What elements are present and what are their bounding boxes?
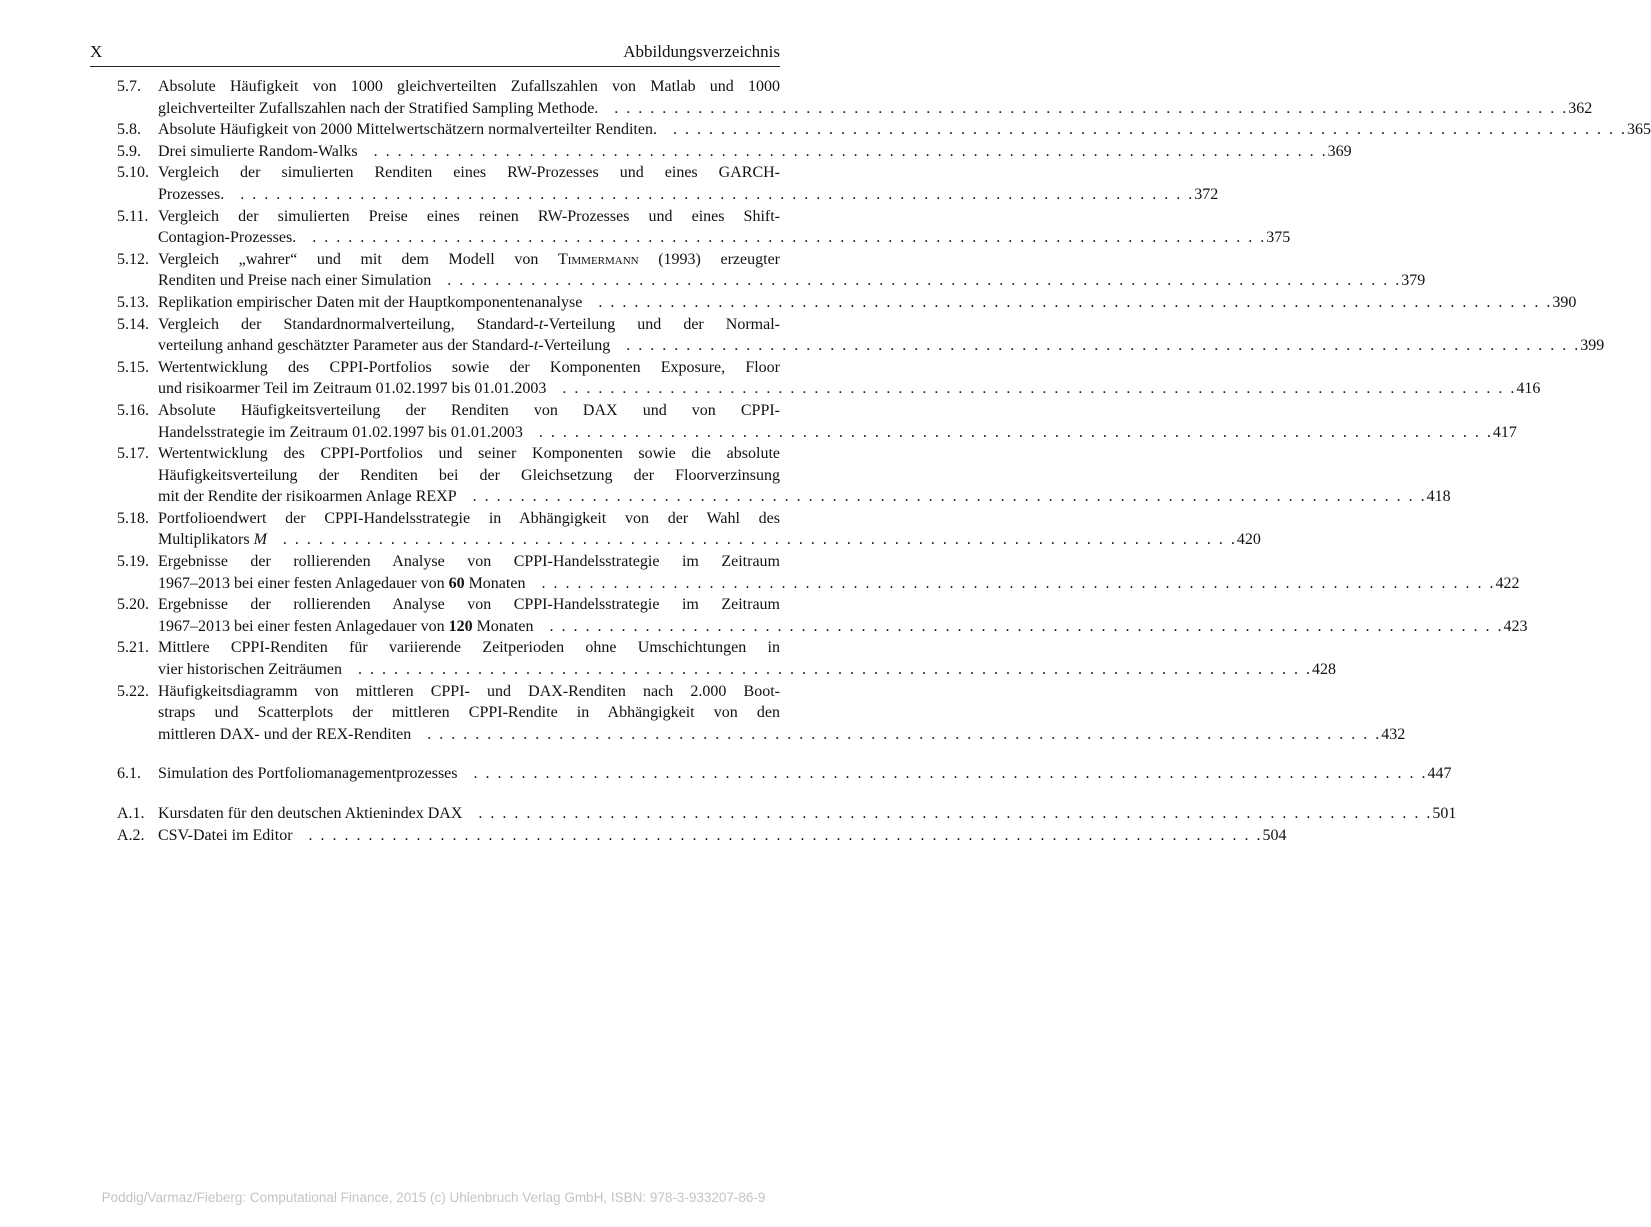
figure-number: A.2. [117,826,145,844]
caption-last-line [158,378,1541,400]
text-segment: Mittlere CPPI-Renditen für variierende Zeitperioden ohne Umschichtungen in [158,639,780,657]
caption-text [158,486,457,508]
figure-number: 5.13. [117,293,149,311]
figure-caption [158,681,1406,746]
page-number[interactable]: 423 [1503,617,1528,635]
figure-entry[interactable] [117,76,1593,119]
page-number[interactable]: 420 [1236,531,1261,549]
dot-leader: . . . . . . . . . . . . . . . . . . . . . . . . . . . . . . . . . . . . . . . . . . . . . . . . . . . . . . . . . . . . . . . . . . . . . . . . . . . . . . . . [274,531,1235,549]
caption-last-line [158,529,1261,551]
page-number[interactable]: 362 [1568,99,1593,117]
figure-entry[interactable] [117,357,1541,400]
caption-last-line [158,724,1406,746]
figure-caption [158,119,1651,141]
text-segment: Kursdaten für den deutschen Aktienindex DAX [158,805,463,822]
figure-caption [158,162,1219,205]
dot-leader: . . . . . . . . . . . . . . . . . . . . . . . . . . . . . . . . . . . . . . . . . . . . . . . . . . . . . . . . . . . . . . . . . . . . . . . . . . . . . . . . [304,229,1265,247]
caption-last-line [158,119,1651,141]
figure-caption [158,314,1605,357]
caption-text [158,616,533,638]
figure-caption [158,825,1287,847]
running-header [90,42,780,67]
page-number[interactable]: 399 [1580,337,1605,355]
figure-number: A.1. [117,805,145,822]
caption-last-line [158,335,1605,357]
caption-line [158,594,780,616]
text-segment: Wertentwicklung des CPPI-Portfolios und seiner Komponenten sowie die absolute [158,445,780,463]
text-segment: Wertentwicklung des CPPI-Portfolios sowie der Komponenten Exposure, Floor [158,358,780,376]
section-gap [117,785,780,803]
text-segment: mit der Rendite der risikoarmen Anlage REXP [158,488,457,506]
page-number[interactable]: 418 [1426,488,1451,506]
caption-line [158,314,780,336]
text-segment: 120 [448,617,473,635]
caption-line [158,400,780,422]
dot-leader: . . . . . . . . . . . . . . . . . . . . . . . . . . . . . . . . . . . . . . . . . . . . . . . . . . . . . . . . . . . . . . . . . . . . . . . . . . . . . . . . [470,805,1431,822]
figure-caption [158,763,1452,785]
figure-caption [158,508,1261,551]
caption-text [158,825,293,847]
caption-last-line [158,803,1457,825]
caption-line [158,465,780,487]
figure-caption [158,76,1593,119]
section-gap [117,745,780,763]
figure-caption [158,357,1541,400]
caption-text [158,378,546,400]
page-number[interactable]: 432 [1381,725,1406,743]
figure-entry[interactable] [117,400,1517,443]
figure-number: 5.20. [117,596,149,614]
caption-line [158,206,780,228]
page-number[interactable]: 422 [1495,574,1520,592]
page-number[interactable]: 379 [1401,272,1426,290]
dot-leader: . . . . . . . . . . . . . . . . . . . . . . . . . . . . . . . . . . . . . . . . . . . . . . . . . . . . . . . . . . . . . . . . . . . . . . . . . . . . . . . . [419,725,1380,743]
caption-last-line [158,616,1528,638]
figure-entry[interactable] [117,206,1291,249]
text-segment: Multiplikators [158,531,254,549]
caption-line [158,681,780,703]
figure-entry[interactable] [117,681,1406,746]
text-segment: Prozesses. [158,185,225,203]
page-number[interactable]: 372 [1194,185,1219,203]
list-of-figures [117,76,1651,846]
text-segment: 1967–2013 bei einer festen Anlagedauer von [158,617,449,635]
dot-leader: . . . . . . . . . . . . . . . . . . . . . . . . . . . . . . . . . . . . . . . . . . . . . . . . . . . . . . . . . . . . . . . . . . . . . . . . . . . . . . . . [530,423,1491,441]
figure-entry[interactable] [117,249,1426,292]
figure-caption [158,443,1451,508]
figure-entry[interactable] [117,825,1287,847]
text-segment: 1967–2013 bei einer festen Anlagedauer von [158,574,449,592]
text-segment: Monaten [464,574,526,592]
text-segment: Renditen und Preise nach einer Simulation [158,272,432,290]
dot-leader: . . . . . . . . . . . . . . . . . . . . . . . . . . . . . . . . . . . . . . . . . . . . . . . . . . . . . . . . . . . . . . . . . . . . . . . . . . . . . . . . [606,99,1567,117]
figure-number: 5.15. [117,358,149,376]
caption-last-line [158,292,1577,314]
figure-entry[interactable] [117,508,1261,551]
dot-leader: . . . . . . . . . . . . . . . . . . . . . . . . . . . . . . . . . . . . . . . . . . . . . . . . . . . . . . . . . . . . . . . . . . . . . . . . . . . . . . . . [232,185,1193,203]
figure-caption [158,400,1517,443]
figure-entry[interactable] [117,292,1577,314]
copyright-watermark: Poddig/Varmaz/Fieberg: Computational Finance, 2015 (c) Uhlenbruch Verlag GmbH, ISBN: 978-3-933207-86-9 [101,1190,766,1205]
page-number[interactable]: 417 [1492,423,1517,441]
dot-leader: . . . . . . . . . . . . . . . . . . . . . . . . . . . . . . . . . . . . . . . . . . . . . . . . . . . . . . . . . . . . . . . . . . . . . . . . . . . . . . . . [349,661,1310,679]
caption-line [158,551,780,573]
figure-entry[interactable] [117,119,1651,141]
text-segment: mittleren DAX- und der REX-Renditen [158,725,412,743]
page-number[interactable]: 416 [1516,380,1541,398]
text-segment: straps und Scatterplots der mittleren CPPI-Rendite in Abhängigkeit von den [158,704,780,722]
text-segment: M [253,531,267,549]
caption-last-line [158,422,1517,444]
text-segment: vier historischen Zeiträumen [158,661,342,679]
page-number[interactable]: 501 [1432,805,1457,822]
figure-number: 6.1. [117,765,141,783]
figure-number: 5.12. [117,250,149,268]
text-segment: Handelsstrategie im Zeitraum 01.02.1997 bis 01.01.2003 [158,423,523,441]
caption-text [158,335,610,357]
caption-line [158,76,780,98]
figure-entry[interactable] [117,443,1451,508]
dot-leader: . . . . . . . . . . . . . . . . . . . . . . . . . . . . . . . . . . . . . . . . . . . . . . . . . . . . . . . . . . . . . . . . . . . . . . . . . . . . . . . . [439,272,1400,290]
text-segment: Vergleich der Standardnormalverteilung, Standard- [158,315,539,333]
caption-last-line [158,270,1426,292]
text-segment: und risikoarmer Teil im Zeitraum 01.02.1997 bis 01.01.2003 [158,380,547,398]
text-segment: Simulation des Portfoliomanagementprozesses [158,765,458,783]
caption-last-line [158,184,1219,206]
figure-caption [158,594,1528,637]
text-segment: Absolute Häufigkeit von 2000 Mittelwertschätzern normalverteilter Renditen. [158,121,657,139]
caption-last-line [158,659,1336,681]
caption-line [158,443,780,465]
caption-line [158,702,780,724]
caption-text [158,292,582,314]
caption-last-line [158,763,1452,785]
text-segment: Monaten [472,617,534,635]
page-number-roman: X [90,42,103,61]
dot-leader: . . . . . . . . . . . . . . . . . . . . . . . . . . . . . . . . . . . . . . . . . . . . . . . . . . . . . . . . . . . . . . . . . . . . . . . . . . . . . . . . [365,142,1326,160]
dot-leader: . . . . . . . . . . . . . . . . . . . . . . . . . . . . . . . . . . . . . . . . . . . . . . . . . . . . . . . . . . . . . . . . . . . . . . . . . . . . . . . . [664,121,1625,139]
text-segment: Absolute Häufigkeitsverteilung der Renditen von DAX und von CPPI- [158,401,780,419]
figure-number: 5.8. [117,121,141,139]
text-segment: Vergleich „wahrer“ und mit dem Modell von [158,250,558,268]
figure-caption [158,637,1336,680]
text-segment: Vergleich der simulierten Preise eines reinen RW-Prozesses und eines Shift- [158,207,780,225]
dot-leader: . . . . . . . . . . . . . . . . . . . . . . . . . . . . . . . . . . . . . . . . . . . . . . . . . . . . . . . . . . . . . . . . . . . . . . . . . . . . . . . . [541,617,1502,635]
text-segment: Ergebnisse der rollierenden Analyse von CPPI-Handelsstrategie im Zeitraum [158,553,780,571]
section-title: Abbildungsverzeichnis [623,42,780,61]
text-segment: Contagion-Prozesses. [158,229,297,247]
figure-entry[interactable] [117,803,1457,825]
figure-caption [158,803,1457,825]
text-segment: verteilung anhand geschätzter Parameter aus der Standard- [158,337,534,355]
text-segment: Vergleich der simulierten Renditen eines RW-Prozesses und eines GARCH- [158,164,780,182]
caption-last-line [158,573,1520,595]
figure-number: 5.18. [117,509,149,527]
figure-number: 5.22. [117,682,149,700]
caption-last-line [158,227,1291,249]
figure-number: 5.17. [117,445,149,463]
text-segment: Drei simulierte Random-Walks [158,142,358,160]
page-number[interactable]: 504 [1262,826,1287,844]
caption-last-line [158,825,1287,847]
page-number[interactable]: 369 [1327,142,1352,160]
figure-entry[interactable] [117,551,1520,594]
caption-text [158,270,431,292]
figure-entry[interactable] [117,763,1452,785]
text-segment: Ergebnisse der rollierenden Analyse von CPPI-Handelsstrategie im Zeitraum [158,596,780,614]
figure-number: 5.7. [117,78,141,95]
page-number[interactable]: 375 [1266,229,1291,247]
text-segment: Timmermann [557,250,639,268]
caption-text [158,529,267,551]
figure-number: 5.16. [117,401,149,419]
dot-leader: . . . . . . . . . . . . . . . . . . . . . . . . . . . . . . . . . . . . . . . . . . . . . . . . . . . . . . . . . . . . . . . . . . . . . . . . . . . . . . . . [464,488,1425,506]
page-number[interactable]: 447 [1427,765,1452,783]
figure-caption [158,292,1577,314]
figure-entry[interactable] [117,637,1336,680]
figure-number: 5.11. [117,207,149,225]
dot-leader: . . . . . . . . . . . . . . . . . . . . . . . . . . . . . . . . . . . . . . . . . . . . . . . . . . . . . . . . . . . . . . . . . . . . . . . . . . . . . . . . [300,826,1261,844]
caption-text [158,141,358,163]
text-segment: -Verteilung und der Normal- [543,315,781,333]
dot-leader: . . . . . . . . . . . . . . . . . . . . . . . . . . . . . . . . . . . . . . . . . . . . . . . . . . . . . . . . . . . . . . . . . . . . . . . . . . . . . . . . [590,293,1551,311]
text-segment: (1993) erzeugter [638,250,780,268]
figure-number: 5.10. [117,164,149,182]
figure-entry[interactable] [117,314,1605,357]
figure-number: 5.21. [117,639,149,657]
text-segment: -Verteilung [538,337,611,355]
figure-entry[interactable] [117,594,1528,637]
page-number[interactable]: 365 [1626,121,1651,139]
dot-leader: . . . . . . . . . . . . . . . . . . . . . . . . . . . . . . . . . . . . . . . . . . . . . . . . . . . . . . . . . . . . . . . . . . . . . . . . . . . . . . . . [465,765,1426,783]
page-number[interactable]: 428 [1311,661,1336,679]
figure-entry[interactable] [117,141,1352,163]
figure-caption [158,551,1520,594]
caption-last-line [158,486,1451,508]
text-segment: Häufigkeitsverteilung der Renditen bei der Gleichsetzung der Floorverzinsung [158,466,780,484]
figure-caption [158,249,1426,292]
text-segment: gleichverteilter Zufallszahlen nach der Stratified Sampling Methode. [158,99,599,117]
caption-text [158,98,598,120]
caption-text [158,184,224,206]
dot-leader: . . . . . . . . . . . . . . . . . . . . . . . . . . . . . . . . . . . . . . . . . . . . . . . . . . . . . . . . . . . . . . . . . . . . . . . . . . . . . . . . [533,574,1494,592]
figure-caption [158,206,1291,249]
figure-number: 5.9. [117,142,141,160]
figure-caption [158,141,1352,163]
text-segment: t [533,337,539,355]
figure-number: 5.19. [117,553,149,571]
text-segment: Portfolioendwert der CPPI-Handelsstrategie in Abhängigkeit von der Wahl des [158,509,780,527]
caption-line [158,162,780,184]
caption-line [158,357,780,379]
text-segment: CSV-Datei im Editor [158,826,293,844]
dot-leader: . . . . . . . . . . . . . . . . . . . . . . . . . . . . . . . . . . . . . . . . . . . . . . . . . . . . . . . . . . . . . . . . . . . . . . . . . . . . . . . . [618,337,1579,355]
caption-text [158,803,462,825]
caption-text [158,422,523,444]
caption-text [158,659,342,681]
text-segment: Absolute Häufigkeit von 1000 gleichverteilten Zufallszahlen von Matlab und 1000 [158,78,780,95]
caption-line [158,249,780,271]
figure-entry[interactable] [117,162,1219,205]
dot-leader: . . . . . . . . . . . . . . . . . . . . . . . . . . . . . . . . . . . . . . . . . . . . . . . . . . . . . . . . . . . . . . . . . . . . . . . . . . . . . . . . [554,380,1515,398]
text-segment: Häufigkeitsdiagramm von mittleren CPPI- und DAX-Renditen nach 2.000 Boot- [158,682,780,700]
caption-text [158,119,657,141]
page-number[interactable]: 390 [1552,293,1577,311]
text-segment: Replikation empirischer Daten mit der Hauptkomponentenanalyse [158,293,583,311]
text-segment: 60 [448,574,465,592]
caption-text [158,573,525,595]
caption-last-line [158,98,1593,120]
caption-text [158,763,458,785]
figure-number: 5.14. [117,315,149,333]
caption-text [158,724,411,746]
caption-line [158,508,780,530]
caption-line [158,637,780,659]
text-segment: t [538,315,544,333]
caption-text [158,227,296,249]
caption-last-line [158,141,1352,163]
